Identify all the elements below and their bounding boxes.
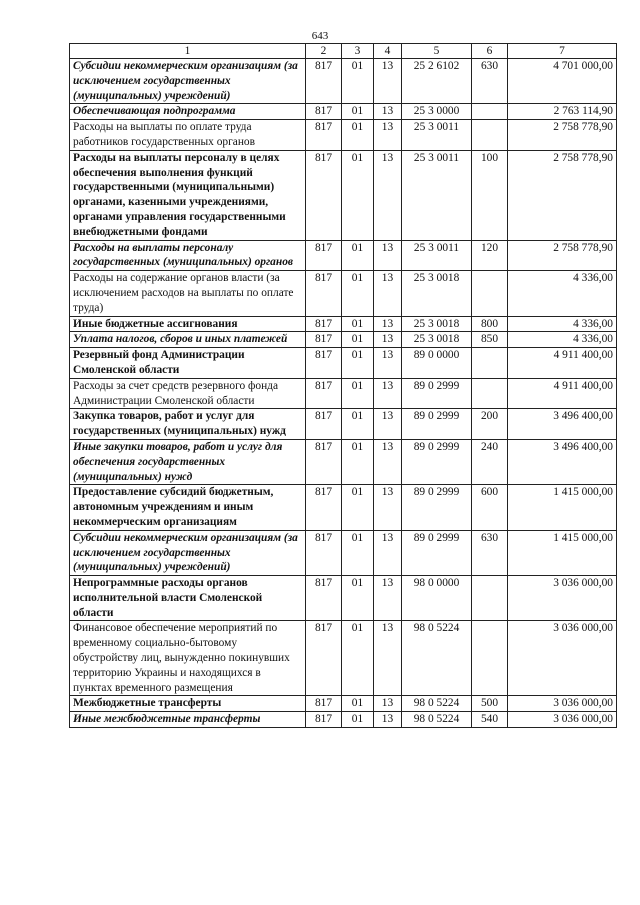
row-amount-cell: 1 415 000,00 — [508, 485, 617, 530]
row-admin-code-cell: 817 — [306, 409, 342, 440]
row-section-cell: 01 — [342, 316, 374, 332]
row-name-cell: Расходы за счет средств резервного фонда Администрации Смоленской области — [70, 378, 306, 409]
table-row — [70, 332, 617, 348]
row-expense-type-cell — [472, 378, 508, 409]
row-name-cell: Субсидии некоммерческим организациям (за исключением государственных (муниципальных) учреждений) — [70, 530, 306, 575]
row-subsection-cell: 13 — [374, 696, 402, 712]
row-expense-type-cell: 200 — [472, 409, 508, 440]
table-row — [70, 240, 617, 271]
column-header-5: 5 — [402, 44, 472, 59]
column-header-6: 6 — [472, 44, 508, 59]
table-row — [70, 59, 617, 104]
row-name-cell: Иные бюджетные ассигнования — [70, 316, 306, 332]
row-admin-code-cell: 817 — [306, 120, 342, 151]
row-amount-cell: 2 758 778,90 — [508, 150, 617, 240]
row-subsection-cell: 13 — [374, 378, 402, 409]
row-expense-type-cell — [472, 576, 508, 621]
row-amount-cell: 4 911 400,00 — [508, 378, 617, 409]
table-row — [70, 621, 617, 696]
row-target-article-cell: 25 2 6102 — [402, 59, 472, 104]
row-name-cell: Обеспечивающая подпрограмма — [70, 104, 306, 120]
row-amount-cell: 3 036 000,00 — [508, 576, 617, 621]
row-amount-cell: 3 036 000,00 — [508, 621, 617, 696]
row-target-article-cell: 98 0 5224 — [402, 712, 472, 728]
row-subsection-cell: 13 — [374, 530, 402, 575]
row-section-cell: 01 — [342, 696, 374, 712]
row-amount-cell: 4 701 000,00 — [508, 59, 617, 104]
row-target-article-cell: 25 3 0018 — [402, 332, 472, 348]
row-subsection-cell: 13 — [374, 332, 402, 348]
row-section-cell: 01 — [342, 332, 374, 348]
row-subsection-cell: 13 — [374, 576, 402, 621]
row-admin-code-cell: 817 — [306, 485, 342, 530]
table-row — [70, 378, 617, 409]
row-target-article-cell: 25 3 0018 — [402, 271, 472, 316]
row-target-article-cell: 25 3 0011 — [402, 120, 472, 151]
row-name-cell: Межбюджетные трансферты — [70, 696, 306, 712]
page-number: 643 — [311, 30, 329, 42]
row-section-cell: 01 — [342, 104, 374, 120]
row-target-article-cell: 89 0 2999 — [402, 409, 472, 440]
row-subsection-cell: 13 — [374, 104, 402, 120]
row-expense-type-cell: 240 — [472, 439, 508, 484]
row-subsection-cell: 13 — [374, 240, 402, 271]
row-expense-type-cell: 630 — [472, 59, 508, 104]
row-expense-type-cell: 600 — [472, 485, 508, 530]
row-target-article-cell: 89 0 2999 — [402, 485, 472, 530]
table-row — [70, 348, 617, 379]
row-expense-type-cell — [472, 104, 508, 120]
budget-table — [69, 43, 617, 728]
row-amount-cell: 1 415 000,00 — [508, 530, 617, 575]
row-admin-code-cell: 817 — [306, 150, 342, 240]
row-admin-code-cell: 817 — [306, 316, 342, 332]
row-admin-code-cell: 817 — [306, 59, 342, 104]
row-section-cell: 01 — [342, 712, 374, 728]
row-target-article-cell: 98 0 5224 — [402, 621, 472, 696]
row-target-article-cell: 25 3 0011 — [402, 150, 472, 240]
row-section-cell: 01 — [342, 120, 374, 151]
row-admin-code-cell: 817 — [306, 576, 342, 621]
row-expense-type-cell: 120 — [472, 240, 508, 271]
row-expense-type-cell: 630 — [472, 530, 508, 575]
row-amount-cell: 2 763 114,90 — [508, 104, 617, 120]
table-row — [70, 271, 617, 316]
row-amount-cell: 4 336,00 — [508, 316, 617, 332]
row-amount-cell: 4 336,00 — [508, 271, 617, 316]
row-subsection-cell: 13 — [374, 621, 402, 696]
row-section-cell: 01 — [342, 348, 374, 379]
row-subsection-cell: 13 — [374, 485, 402, 530]
row-target-article-cell: 89 0 2999 — [402, 439, 472, 484]
table-row — [70, 439, 617, 484]
row-expense-type-cell: 800 — [472, 316, 508, 332]
row-target-article-cell: 25 3 0000 — [402, 104, 472, 120]
row-name-cell: Закупка товаров, работ и услуг для государственных (муниципальных) нужд — [70, 409, 306, 440]
row-name-cell: Расходы на выплаты по оплате труда работников государственных органов — [70, 120, 306, 151]
row-expense-type-cell: 100 — [472, 150, 508, 240]
table-row — [70, 712, 617, 728]
row-amount-cell: 2 758 778,90 — [508, 240, 617, 271]
row-admin-code-cell: 817 — [306, 378, 342, 409]
row-section-cell: 01 — [342, 409, 374, 440]
row-target-article-cell: 98 0 5224 — [402, 696, 472, 712]
column-header-3: 3 — [342, 44, 374, 59]
row-section-cell: 01 — [342, 485, 374, 530]
row-subsection-cell: 13 — [374, 59, 402, 104]
row-section-cell: 01 — [342, 621, 374, 696]
row-name-cell: Расходы на выплаты персоналу государственных (муниципальных) органов — [70, 240, 306, 271]
table-row — [70, 485, 617, 530]
row-target-article-cell: 25 3 0018 — [402, 316, 472, 332]
row-admin-code-cell: 817 — [306, 530, 342, 575]
row-amount-cell: 3 496 400,00 — [508, 439, 617, 484]
row-section-cell: 01 — [342, 378, 374, 409]
table-row — [70, 316, 617, 332]
table-row — [70, 104, 617, 120]
row-amount-cell: 3 036 000,00 — [508, 712, 617, 728]
row-section-cell: 01 — [342, 150, 374, 240]
column-header-7: 7 — [508, 44, 617, 59]
table-body — [70, 59, 617, 728]
row-target-article-cell: 25 3 0011 — [402, 240, 472, 271]
row-admin-code-cell: 817 — [306, 271, 342, 316]
row-expense-type-cell: 540 — [472, 712, 508, 728]
row-subsection-cell: 13 — [374, 120, 402, 151]
row-expense-type-cell: 850 — [472, 332, 508, 348]
row-section-cell: 01 — [342, 240, 374, 271]
column-header-2: 2 — [306, 44, 342, 59]
row-target-article-cell: 98 0 0000 — [402, 576, 472, 621]
row-subsection-cell: 13 — [374, 150, 402, 240]
table-row — [70, 120, 617, 151]
row-admin-code-cell: 817 — [306, 696, 342, 712]
row-target-article-cell: 89 0 2999 — [402, 530, 472, 575]
row-amount-cell: 4 911 400,00 — [508, 348, 617, 379]
row-amount-cell: 4 336,00 — [508, 332, 617, 348]
row-section-cell: 01 — [342, 271, 374, 316]
row-subsection-cell: 13 — [374, 712, 402, 728]
row-admin-code-cell: 817 — [306, 240, 342, 271]
row-name-cell: Финансовое обеспечение мероприятий по временному социально-бытовому обустройству лиц, вынужденно покинувших территорию Украины и находящихся в пунктах временного размещения — [70, 621, 306, 696]
table-row — [70, 576, 617, 621]
row-name-cell: Резервный фонд Администрации Смоленской области — [70, 348, 306, 379]
table-row — [70, 696, 617, 712]
row-name-cell: Расходы на выплаты персоналу в целях обеспечения выполнения функций государственными (муниципальными) органами, казенными учреждениями, органами управления государственными внебюджетными фондами — [70, 150, 306, 240]
row-subsection-cell: 13 — [374, 271, 402, 316]
row-section-cell: 01 — [342, 439, 374, 484]
row-name-cell: Субсидии некоммерческим организациям (за исключением государственных (муниципальных) учреждений) — [70, 59, 306, 104]
table-row — [70, 150, 617, 240]
row-name-cell: Предоставление субсидий бюджетным, автономным учреждениям и иным некоммерческим организациям — [70, 485, 306, 530]
row-section-cell: 01 — [342, 530, 374, 575]
row-admin-code-cell: 817 — [306, 104, 342, 120]
row-expense-type-cell — [472, 621, 508, 696]
row-subsection-cell: 13 — [374, 409, 402, 440]
row-expense-type-cell — [472, 120, 508, 151]
row-subsection-cell: 13 — [374, 316, 402, 332]
table-row — [70, 409, 617, 440]
row-target-article-cell: 89 0 2999 — [402, 378, 472, 409]
row-expense-type-cell — [472, 348, 508, 379]
row-section-cell: 01 — [342, 59, 374, 104]
header-row — [70, 44, 617, 59]
table-row — [70, 530, 617, 575]
row-target-article-cell: 89 0 0000 — [402, 348, 472, 379]
row-admin-code-cell: 817 — [306, 348, 342, 379]
row-amount-cell: 3 036 000,00 — [508, 696, 617, 712]
row-expense-type-cell — [472, 271, 508, 316]
row-admin-code-cell: 817 — [306, 332, 342, 348]
row-expense-type-cell: 500 — [472, 696, 508, 712]
row-name-cell: Уплата налогов, сборов и иных платежей — [70, 332, 306, 348]
row-section-cell: 01 — [342, 576, 374, 621]
row-subsection-cell: 13 — [374, 348, 402, 379]
column-header-4: 4 — [374, 44, 402, 59]
row-subsection-cell: 13 — [374, 439, 402, 484]
row-amount-cell: 3 496 400,00 — [508, 409, 617, 440]
row-name-cell: Иные межбюджетные трансферты — [70, 712, 306, 728]
row-name-cell: Иные закупки товаров, работ и услуг для обеспечения государственных (муниципальных) нужд — [70, 439, 306, 484]
row-admin-code-cell: 817 — [306, 439, 342, 484]
row-admin-code-cell: 817 — [306, 621, 342, 696]
column-header-1: 1 — [70, 44, 306, 59]
row-name-cell: Непрограммные расходы органов исполнительной власти Смоленской области — [70, 576, 306, 621]
row-amount-cell: 2 758 778,90 — [508, 120, 617, 151]
row-name-cell: Расходы на содержание органов власти (за исключением расходов на выплаты по оплате труда) — [70, 271, 306, 316]
row-admin-code-cell: 817 — [306, 712, 342, 728]
